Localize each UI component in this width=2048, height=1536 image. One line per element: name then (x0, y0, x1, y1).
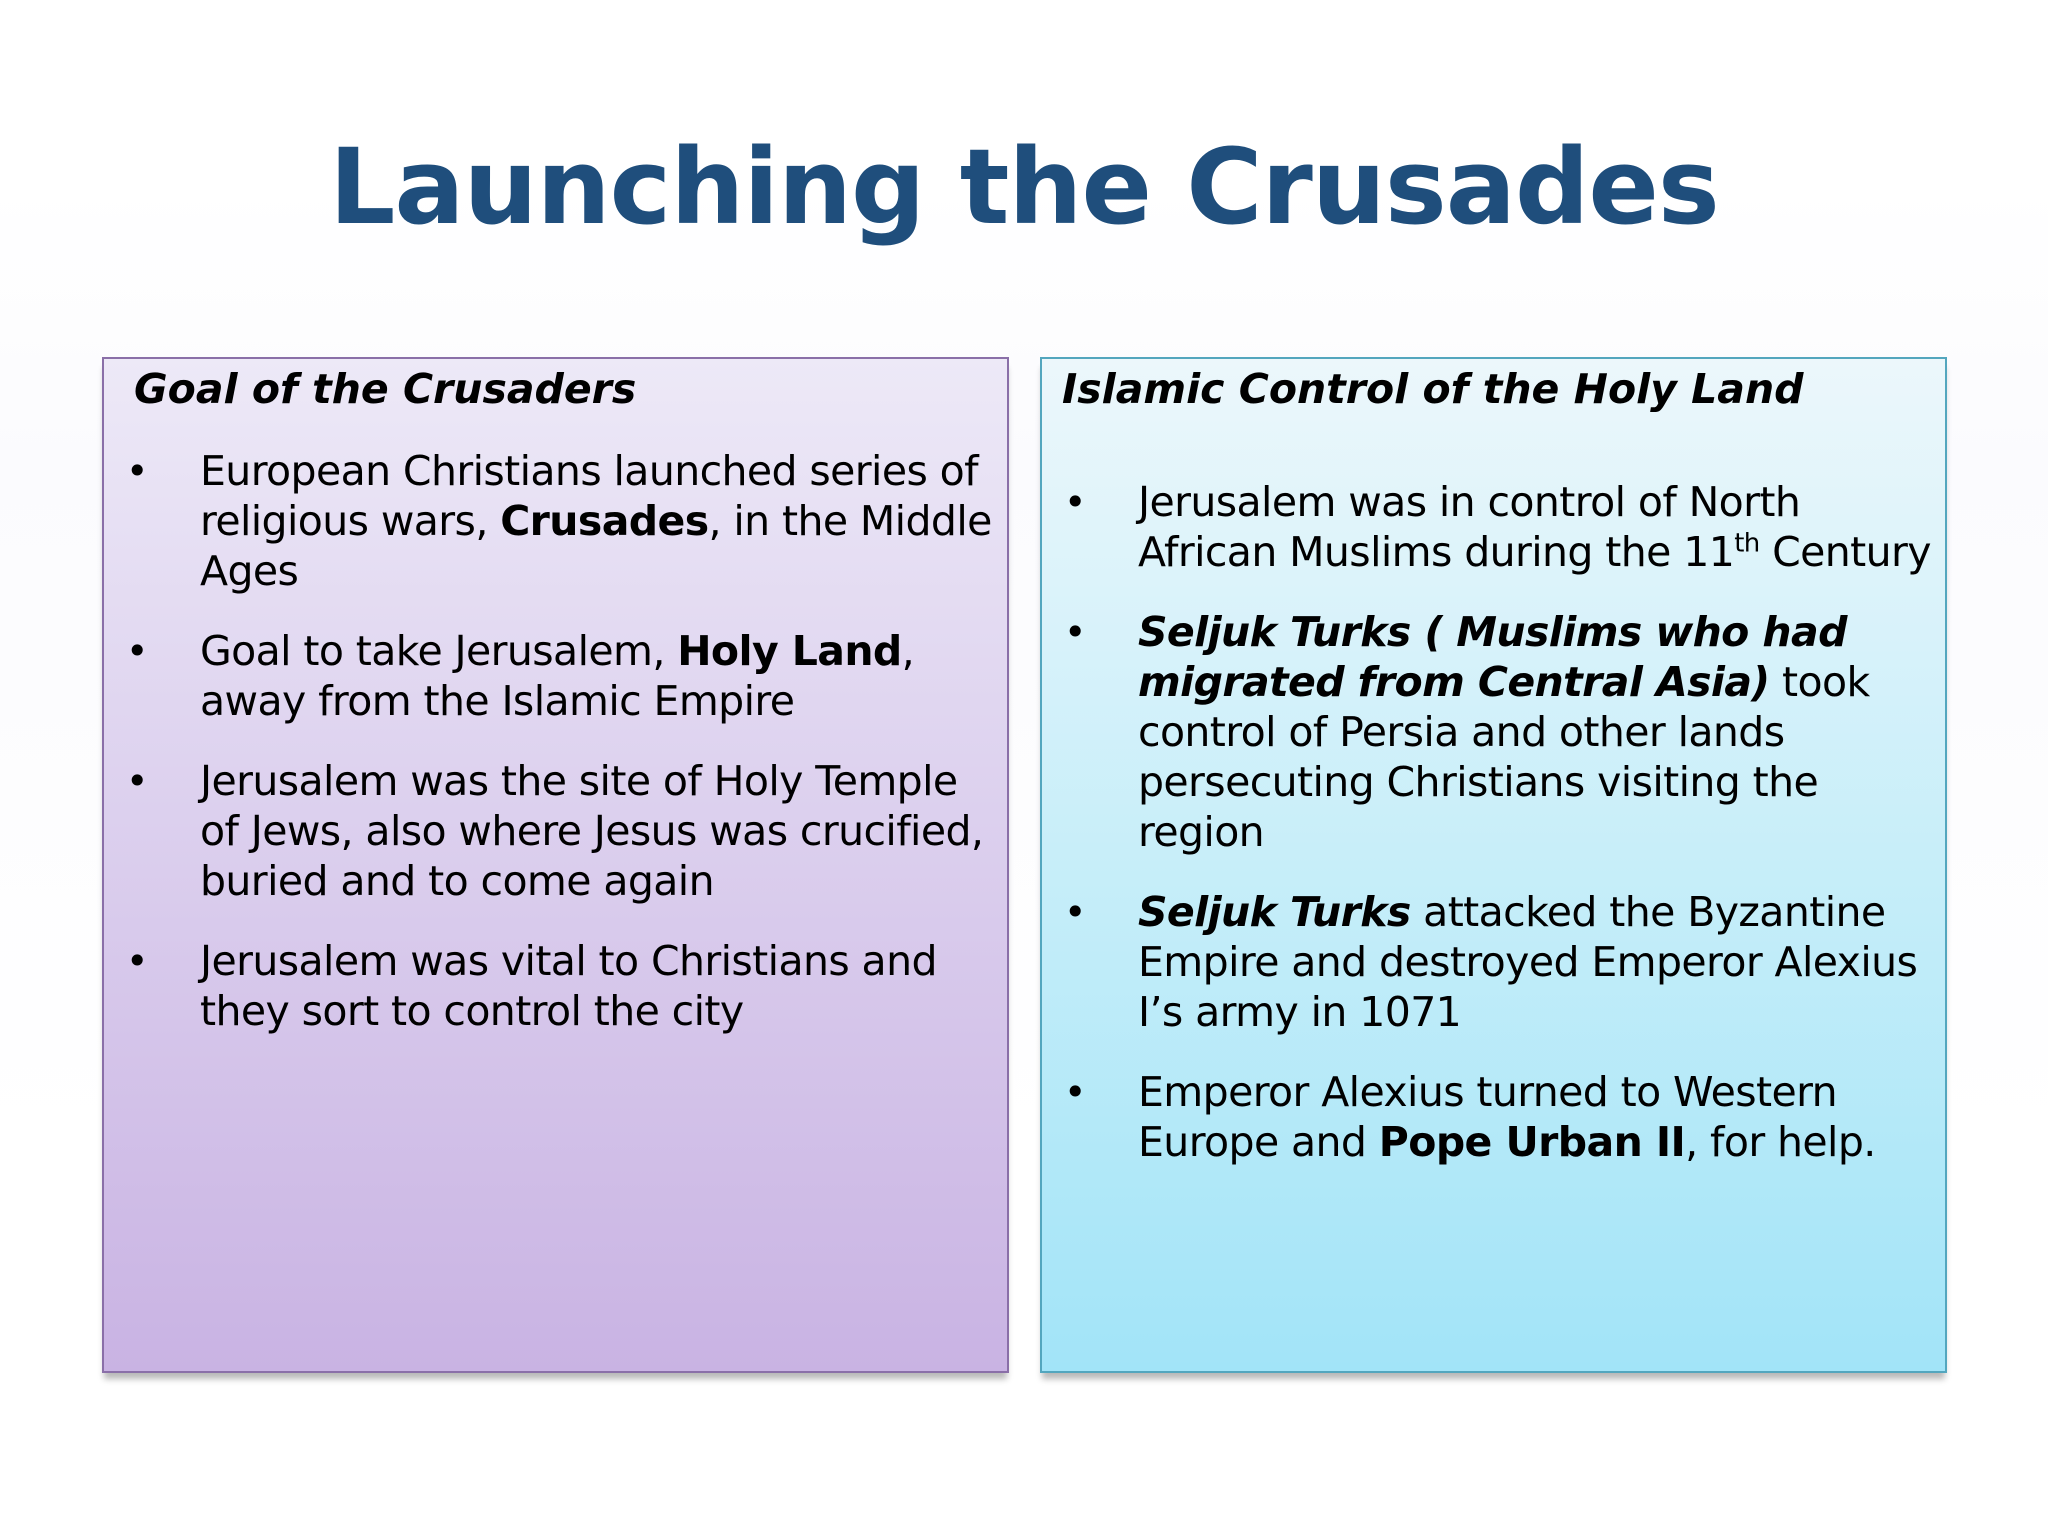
slide-title: Launching the Crusades (329, 126, 1719, 248)
list-item (1064, 887, 1932, 1037)
goal-of-crusaders-box (102, 357, 1009, 1373)
item-text: , in the Middle Ages (200, 497, 992, 595)
item-text: Jerusalem was in control of North African Muslims during the 11 (1138, 478, 1801, 576)
item-text: took control of Persia and other lands persecuting Christians visiting the region (1138, 658, 1870, 856)
item-bold-text: Holy Land (677, 627, 902, 675)
item-text: , for help. (1685, 1118, 1876, 1166)
item-text: European Christians launched series of religious wars, (200, 447, 978, 545)
item-text: Century (1759, 528, 1931, 576)
bullet-icon: • (1064, 890, 1086, 934)
list-item (126, 756, 994, 906)
bullet-icon: • (126, 629, 148, 673)
bullet-icon: • (1064, 480, 1086, 524)
bullet-icon: • (126, 939, 148, 983)
list-item (126, 446, 994, 596)
list-item (1064, 607, 1932, 857)
item-text: attacked the Byzantine Empire and destroyed Emperor Alexius I’s army in 1071 (1138, 888, 1918, 1036)
list-item (126, 936, 994, 1036)
islamic-bullet-list (1064, 477, 1932, 1197)
item-text: Jerusalem was vital to Christians and they sort to control the city (200, 937, 937, 1035)
item-text: Emperor Alexius turned to Western Europe and (1138, 1068, 1838, 1166)
bullet-icon: • (1064, 610, 1086, 654)
item-text: Jerusalem was the site of Holy Temple of Jews, also where Jesus was crucified, buried and to come again (200, 757, 984, 905)
islamic-control-box (1040, 357, 1947, 1373)
item-bold-italic-text: Seljuk Turks (1138, 888, 1411, 936)
list-item (1064, 477, 1932, 577)
item-text: , away from the Islamic Empire (200, 627, 915, 725)
list-item (126, 626, 994, 726)
superscript-text: th (1734, 528, 1760, 559)
bullet-icon: • (1064, 1070, 1086, 1114)
bullet-icon: • (126, 449, 148, 493)
bullet-icon: • (126, 759, 148, 803)
goal-box-heading: Goal of the Crusaders (134, 365, 637, 413)
item-bold-text: Pope Urban II (1378, 1118, 1686, 1166)
goal-bullet-list (126, 446, 994, 1066)
islamic-box-heading: Islamic Control of the Holy Land (1062, 365, 1804, 413)
list-item (1064, 1067, 1932, 1167)
item-bold-text: Crusades (500, 497, 709, 545)
item-text: Goal to take Jerusalem, (200, 627, 678, 675)
item-bold-italic-text: Seljuk Turks ( Muslims who had migrated from Central Asia) (1138, 608, 1847, 706)
